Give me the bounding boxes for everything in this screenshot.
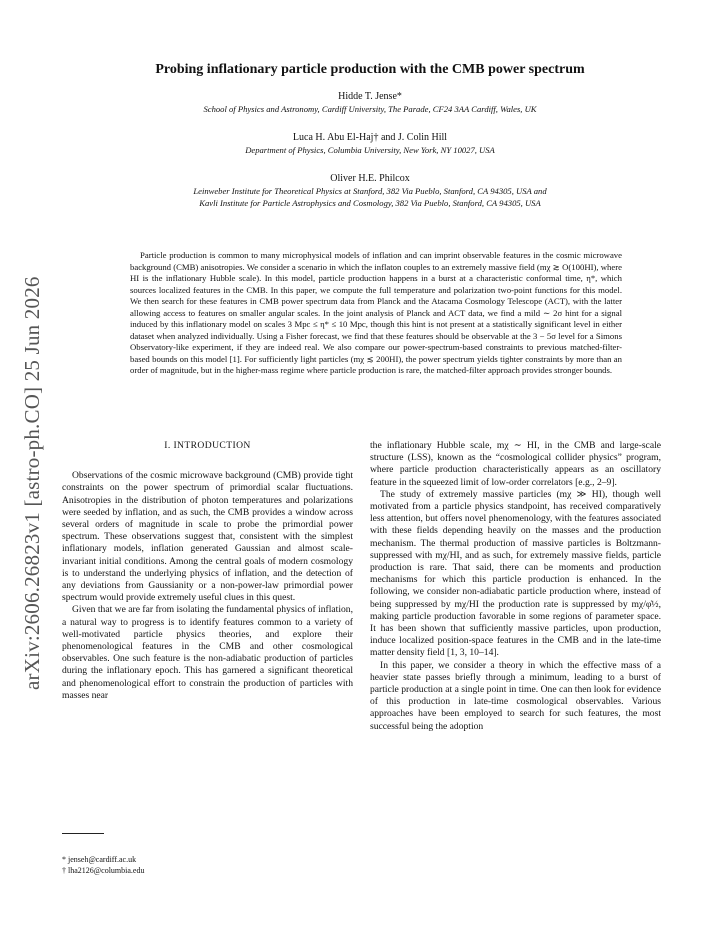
- right-column: [370, 440, 661, 733]
- body-paragraph: The study of extremely massive particles (mχ ≫ HI), though well motivated from a particle physics standpoint, has received comparatively less attention, but offers novel phenomenology, with the features associated with these fields depending heavily on the masses and the production mechanism. The thermal production of massive particles is Boltzmann-suppressed with mχ/HI, and as such, for extremely massive fields, particle production is rare. That said, there can be moments and production mechanisms for which this particle production is enhanced. In the following, we consider non-adiabatic particle production where, instead of being suppressed by mχ/HI the production rate is suppressed by mχ/φ̇½, making particle production favorable in some regions of parameter space. It has been shown that sufficiently massive particles, upon production, induce localized position-space features in the CMB and in the late-time matter density field [1, 3, 10–14].: [370, 488, 661, 659]
- body-paragraph: In this paper, we consider a theory in which the effective mass of a heavier state passes briefly through a minimum, leading to a burst of particle production at a single point in time. One can then look for evidence of this production in late-time cosmological observables. Various approaches have been employed to search for such features, the most successful being the adoption: [370, 659, 661, 732]
- body-paragraph: Given that we are far from isolating the fundamental physics of inflation, a natural way to progress is to identify features common to a variety of well-motivated particle physics theories, and explore their phenomenological features in the CMB and other cosmological observables. One such feature is the non-adiabatic production of particles during the inflationary epoch. This has garnered a significant theoretical and phenomenological effort to constrain the production of particles with masses near: [62, 604, 353, 701]
- footnote-rule: [62, 833, 104, 834]
- abstract: Particle production is common to many microphysical models of inflation and can imprint observable features in the cosmic microwave background (CMB) anisotropies. We consider a scenario in which the inflaton couples to an extremely massive field (mχ ≳ O(100HI), where HI is the inflationary Hubble scale). In this model, particle production happens in a burst at a characteristic conformal time, η*, which sources localized features in the CMB. In this paper, we compute the full temperature and polarization two-point functions for this model. We then search for these features in CMB power spectrum data from Planck and the Atacama Cosmology Telescope (ACT), with the latter allowing access to features on smaller angular scales. In the joint analysis of Planck and ACT data, we find a mild ∼ 2σ hint for a signal induced by this inflationary model on scales 3 Mpc ≤ η* ≤ 10 Mpc, though this hint is not present at a statistically significant level in either dataset when analyzed individually. Using a Fisher forecast, we find that these features should be observable at the 3 − 5σ level for a Simons Observatory-like experiment, if they are indeed real. We also compare our power-spectrum-based constraints to previous matched-filter-based bounds on this model [1]. For sufficiently light particles (mχ ≲ 200HI), the power spectrum yields tighter constraints by more than an order of magnitude, but in the higher-mass regime where particle production is rare, the matched-filter approach provides stronger bounds.: [130, 250, 622, 375]
- author-line-3: Oliver H.E. Philcox: [330, 173, 410, 184]
- footnotes: [62, 854, 144, 876]
- author-line-2: Luca H. Abu El-Haj† and J. Colin Hill: [292, 132, 448, 143]
- author-line-1: Hidde T. Jense*: [338, 91, 402, 102]
- affiliation-2: Department of Physics, Columbia University, New York, NY 10027, USA: [245, 145, 495, 155]
- section-heading-introduction: I. INTRODUCTION: [164, 440, 251, 451]
- paper-title: Probing inflationary particle production with the CMB power spectrum: [155, 62, 585, 77]
- left-column: [62, 440, 353, 702]
- body-paragraph: the inflationary Hubble scale, mχ ∼ HI, in the CMB and large-scale structure (LSS), known as the “cosmological collider physics” program, where particle production characteristically appears as an oscillatory feature in the squeezed limit of low-order correlators [e.g., 2–9].: [370, 440, 661, 488]
- arxiv-identifier: arXiv:2606.26823v1 [astro-ph.CO] 25 Jun 2026: [20, 276, 44, 690]
- affiliation-1: School of Physics and Astronomy, Cardiff University, The Parade, CF24 3AA Cardiff, Wales, UK: [203, 104, 537, 114]
- affiliation-3b: Kavli Institute for Particle Astrophysics and Cosmology, 382 Via Pueblo, Stanford, CA 94305, USA: [199, 198, 541, 208]
- footnote-email-2: † lha2126@columbia.edu: [62, 866, 145, 875]
- affiliation-3a: Leinweber Institute for Theoretical Physics at Stanford, 382 Via Pueblo, Stanford, CA 94305, USA and: [193, 186, 547, 196]
- footnote-email-1: * jenseh@cardiff.ac.uk: [62, 855, 137, 864]
- body-paragraph: Observations of the cosmic microwave background (CMB) provide tight constraints on the power spectrum of primordial scalar fluctuations. Anisotropies in the distribution of photon temperatures and polarizations were seeded by inflation, and as such, the CMB provides a window across several orders of magnitude in scale to probe the primordial power spectrum. These observations suggest that, consistent with the simplest inflationary models, inflation generated Gaussian and almost scale-invariant initial conditions. Among the central goals of modern cosmology is to understand the underlying physics of inflation, and the detection of any deviations from Gaussianity or a non-power-law primordial power spectrum would provide extremely useful clues in this quest.: [62, 470, 353, 604]
